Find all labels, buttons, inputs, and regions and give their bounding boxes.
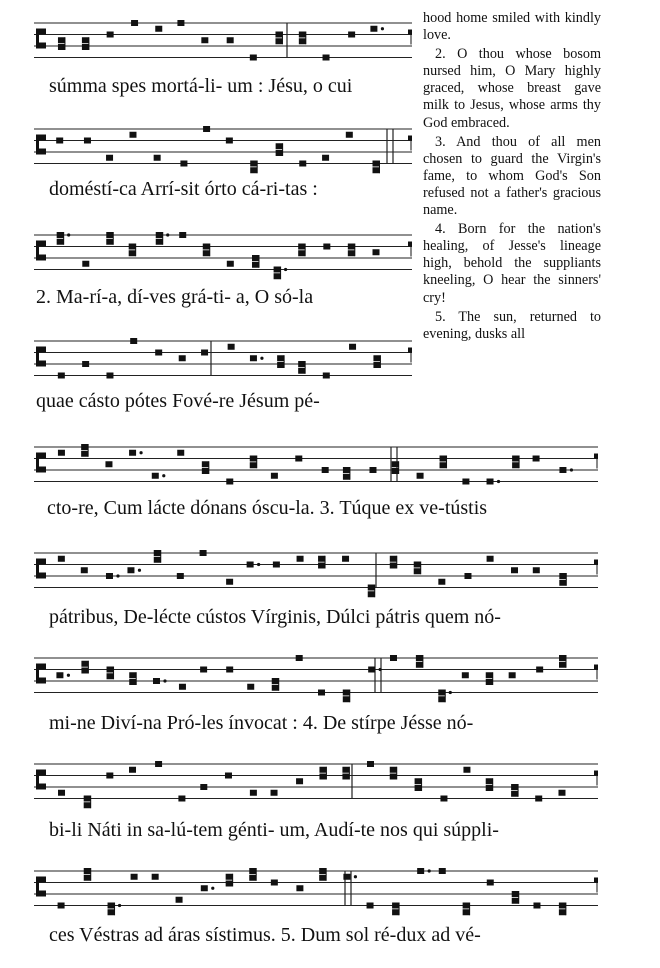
translation-stanza: 3. And thou of all men chosen to guard the Virgin's fame, to whom God's Son refused not a father's gracious name. <box>423 133 601 219</box>
translation-stanza: 5. The sun, returned to evening, dusks all <box>423 308 601 342</box>
translation-stanza: 2. O thou whose bosom nursed him, O Mary highly graced, whose breast gave milk to Jesus, whose arms thy God embraced. <box>423 46 601 131</box>
lyric-line-9: ces Véstras ad áras sístimus. 5. Dum sol ré-dux ad vé- <box>49 924 481 946</box>
chant-staff-5 <box>0 441 660 501</box>
lyric-line-6: pátribus, De-lécte cústos Vírginis, Dúlci pátris quem nó- <box>49 606 501 628</box>
lyric-line-1: súmma spes mortá-li- um : Jésu, o cui <box>49 75 353 97</box>
lyric-line-4: quae cásto pótes Fové-re Jésum pé- <box>36 390 320 412</box>
translation-stanza: 4. Born for the nation's healing, of Jesse's lineage high, behold the suppliants kneeling, O hear the sinners' cry! <box>423 221 601 306</box>
lyric-line-7: mi-ne Diví-na Pró-les ínvocat : 4. De stírpe Jésse nó- <box>49 712 474 734</box>
lyric-line-5: cto-re, Cum lácte dónans óscu-la. 3. Túque ex ve-tústis <box>47 497 488 519</box>
chant-staff-7 <box>0 652 660 712</box>
chant-staff-8 <box>0 758 660 818</box>
translation-stanza: hood home smiled with kindly love. <box>423 10 601 44</box>
lyric-line-8: bi-li Náti in sa-lú-tem génti- um, Audí-te nos qui súppli- <box>49 819 499 841</box>
lyric-line-3: 2. Ma-rí-a, dí-ves grá-ti- a, O só-la <box>36 286 314 308</box>
lyric-line-2: doméstí-ca Arrí-sit órto cá-ri-tas : <box>49 178 318 200</box>
translation-column <box>423 10 601 345</box>
chant-staff-9 <box>0 865 660 925</box>
chant-staff-6 <box>0 547 660 607</box>
